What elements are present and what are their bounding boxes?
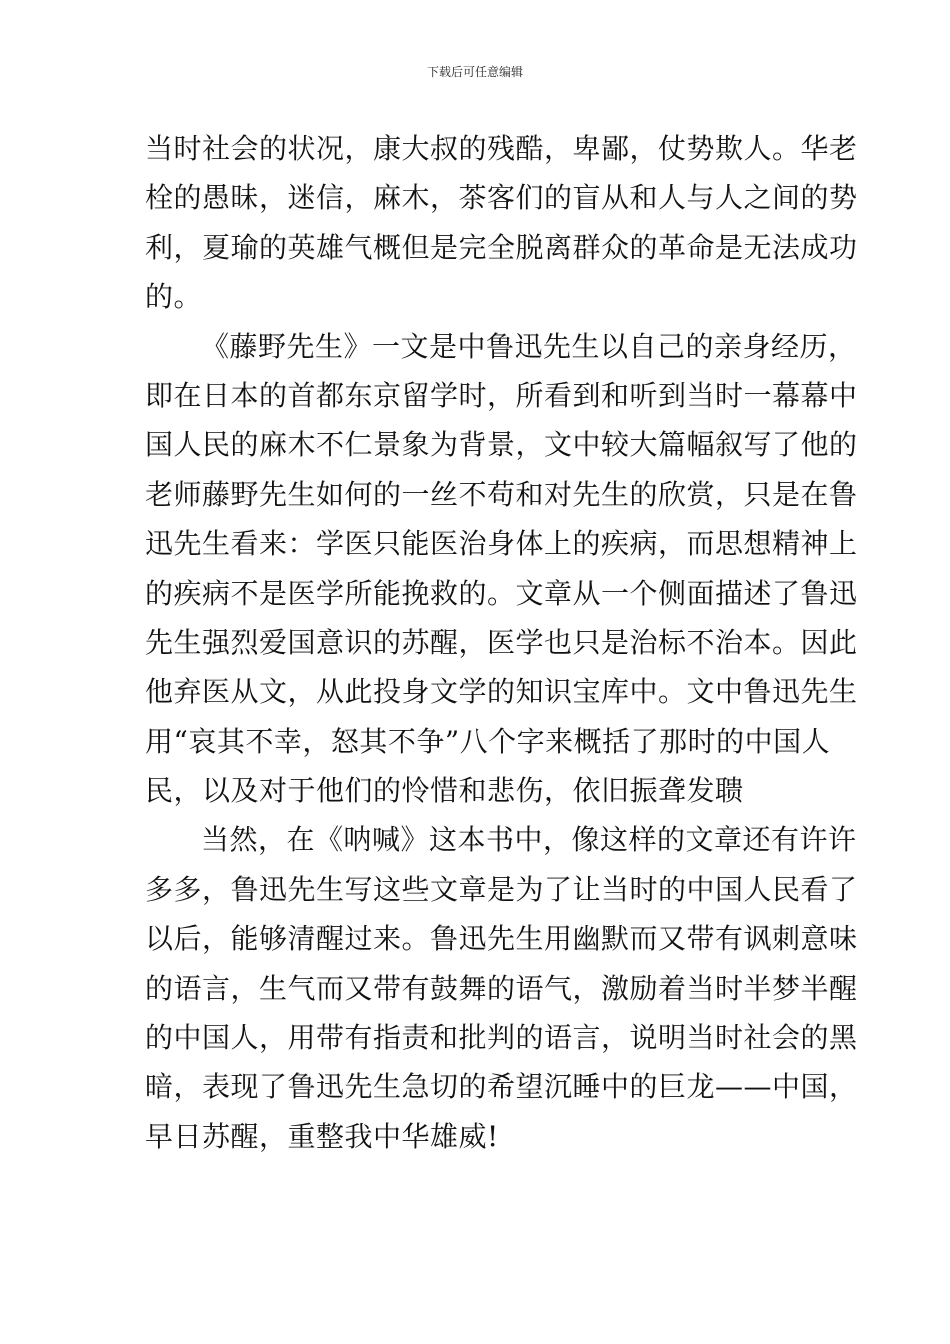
page-header: 下载后可任意编辑 [426,65,523,79]
paragraph-line: 以后，能够清醒过来。鲁迅先生用幽默而又带有讽刺意味 [145,922,858,956]
paragraph-line: 国人民的麻木不仁景象为背景，文中较大篇幅叙写了他的 [145,428,858,462]
paragraph-line: 迅先生看来：学医只能医治身体上的疾病，而思想精神上 [145,527,858,561]
paragraph-line: 利，夏瑜的英雄气概但是完全脱离群众的革命是无法成功 [145,230,858,264]
paragraph-1 [145,124,858,322]
paragraph-line: 即在日本的首都东京留学时，所看到和听到当时一幕幕中 [145,378,858,412]
document-body [145,124,858,1161]
paragraph-line: 早日苏醒，重整我中华雄威! [145,1119,499,1153]
paragraph-line: 当然，在《呐喊》这本书中，像这样的文章还有许许 [201,823,857,857]
paragraph-line: 暗，表现了鲁迅先生急切的希望沉睡中的巨龙——中国， [145,1070,858,1104]
paragraph-line: 老师藤野先生如何的一丝不苟和对先生的欣赏，只是在鲁 [145,477,858,511]
paragraph-line: 他弃医从文，从此投身文学的知识宝库中。文中鲁迅先生 [145,675,858,709]
paragraph-line: 用“哀其不幸，怒其不争”八个字来概括了那时的中国人 [145,724,831,758]
paragraph-line: 当时社会的状况，康大叔的残酷，卑鄙，仗势欺人。华老 [145,132,858,165]
paragraph-line: 的疾病不是医学所能挽救的。文章从一个侧面描述了鲁迅 [145,576,858,610]
paragraph-line: 《藤野先生》一文是中鲁迅先生以自己的亲身经历， [201,329,857,363]
paragraph-line: 先生强烈爱国意识的苏醒，医学也只是治标不治本。因此 [145,625,858,659]
paragraph-line: 栓的愚昧，迷信，麻木，茶客们的盲从和人与人之间的势 [145,181,858,215]
paragraph-line: 的中国人，用带有指责和批判的语言，说明当时社会的黑 [145,1021,858,1055]
paragraph-3 [145,815,858,1161]
paragraph-line: 民，以及对于他们的怜惜和悲伤，依旧振聋发聩 [145,774,744,808]
paragraph-line: 的语言，生气而又带有鼓舞的语气，激励着当时半梦半醒 [145,971,858,1005]
paragraph-line: 多多，鲁迅先生写这些文章是为了让当时的中国人民看了 [145,872,858,906]
paragraph-line: 的。 [145,280,203,314]
paragraph-2 [145,322,858,816]
